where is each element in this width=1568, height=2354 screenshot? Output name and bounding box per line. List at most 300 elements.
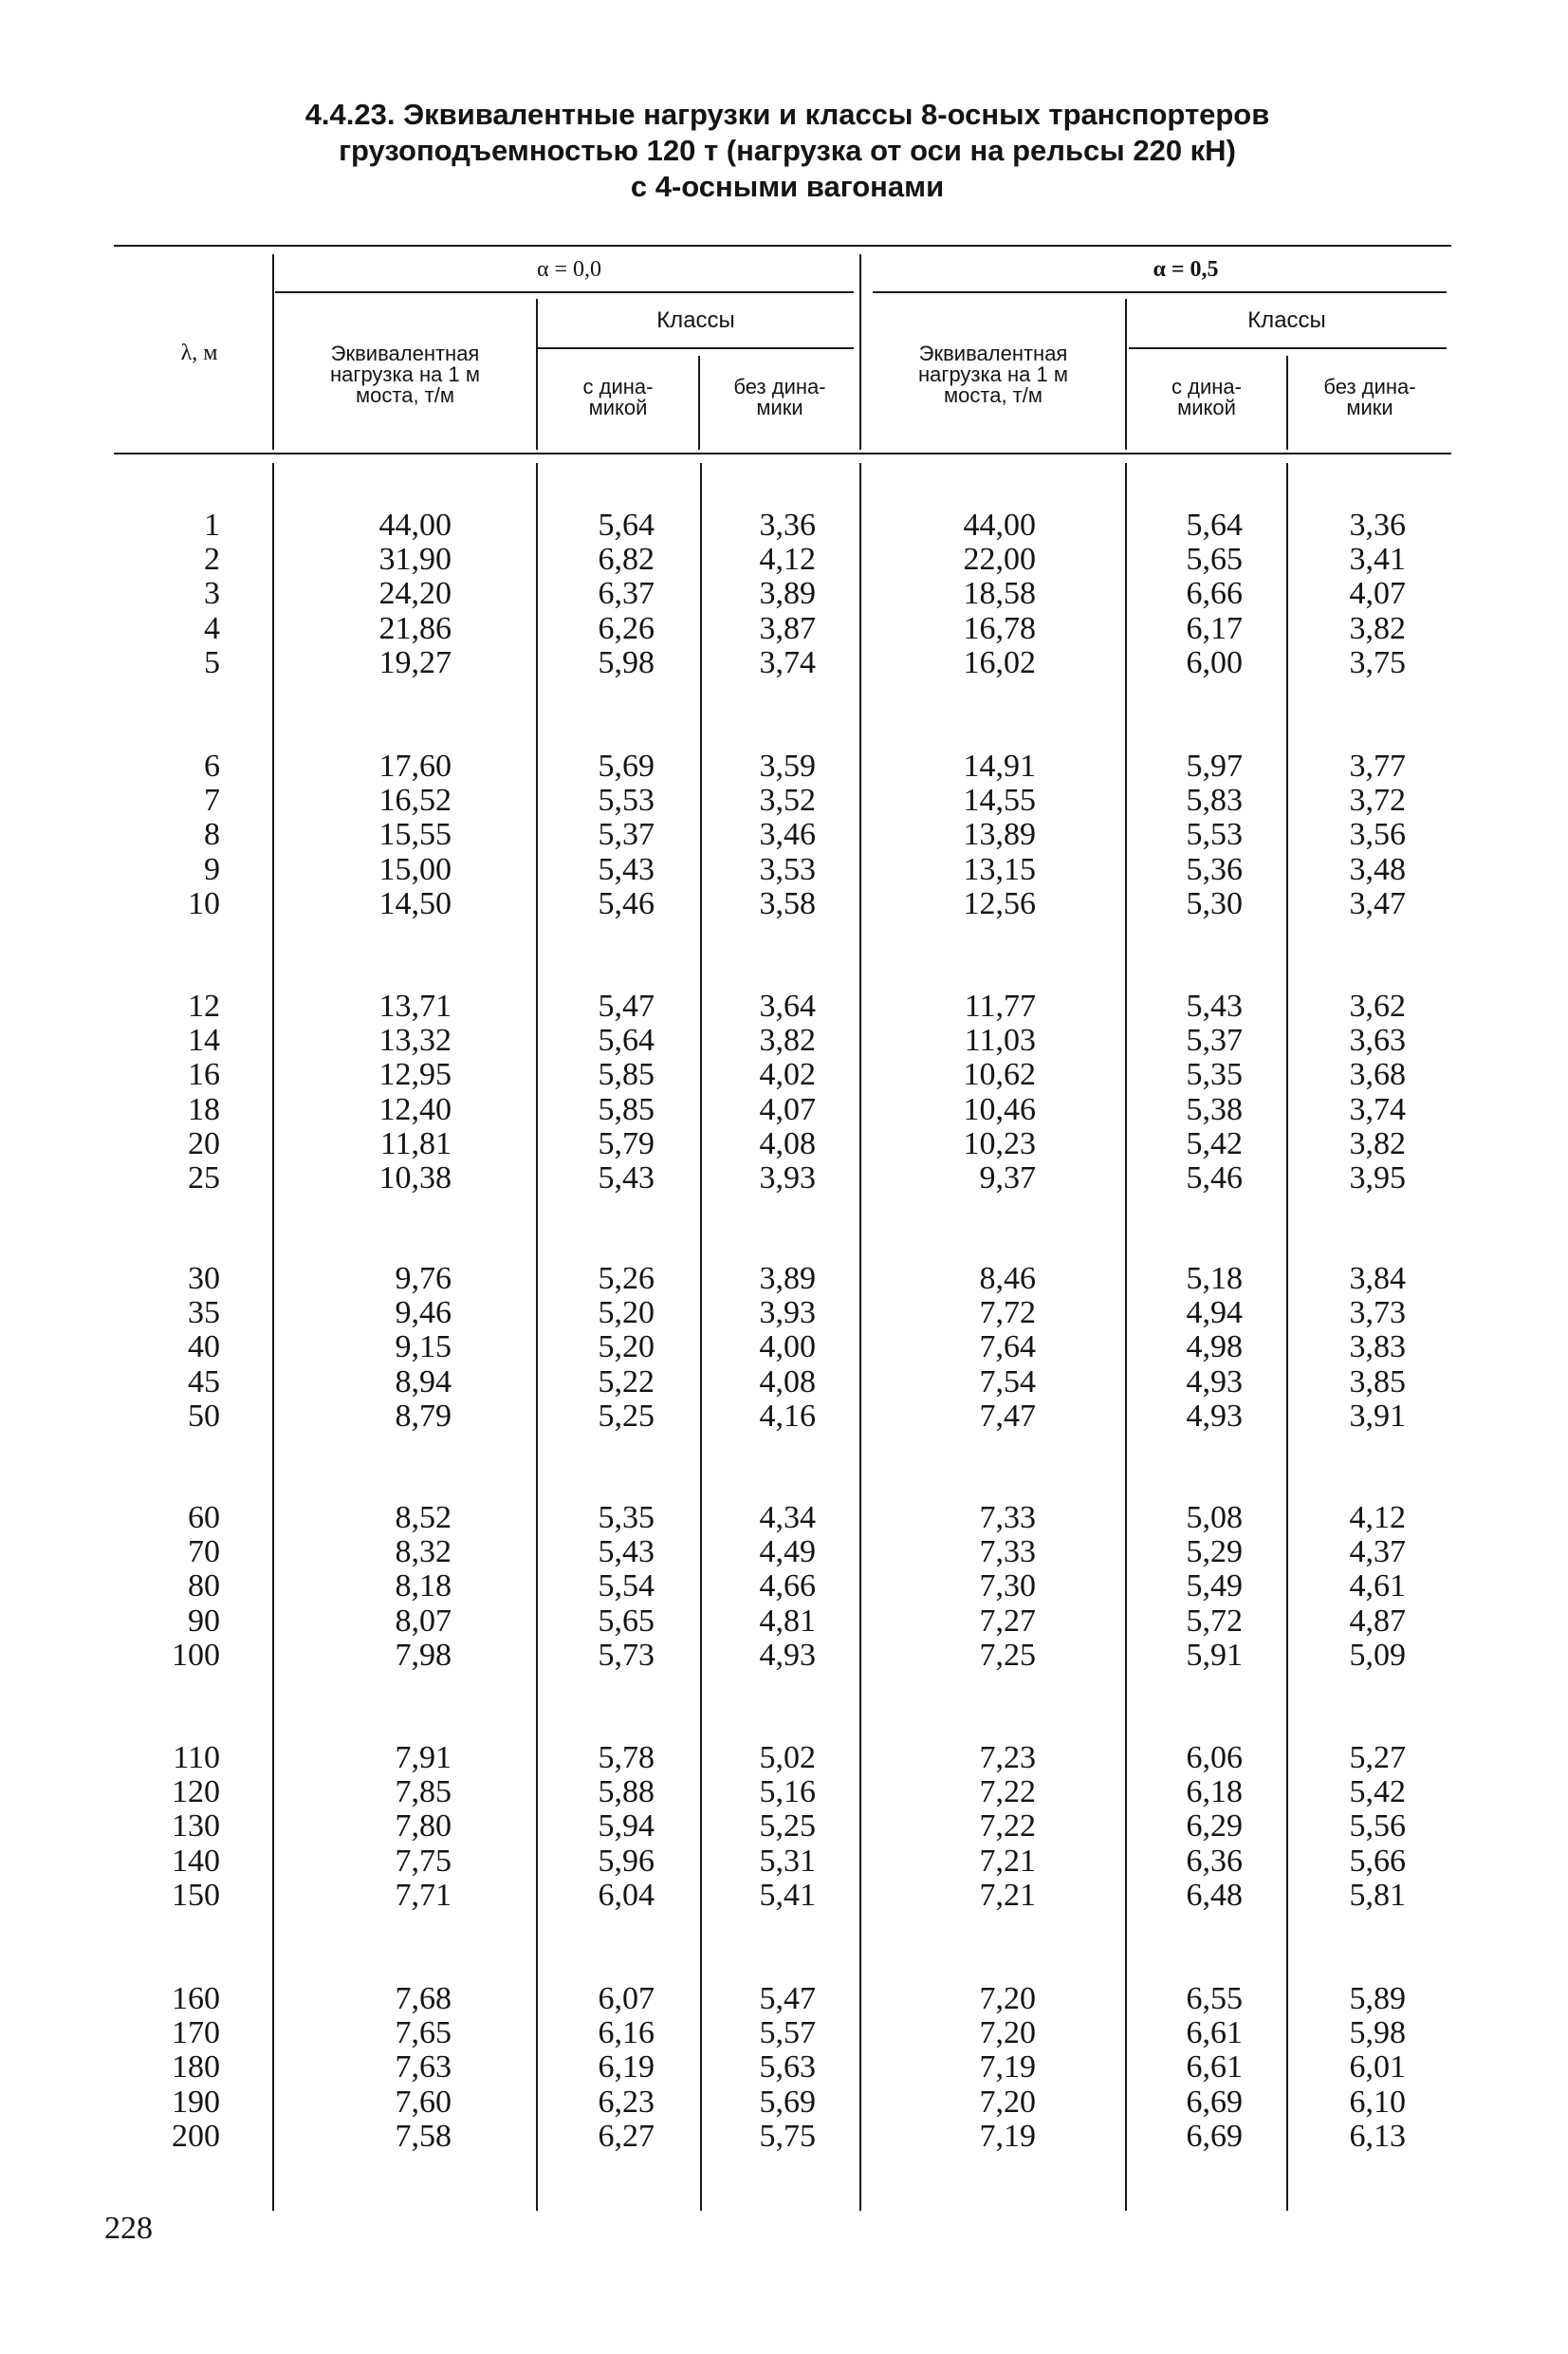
table-cell: 7,58 [395,2118,452,2154]
table-cell: 3,36 [1349,508,1406,543]
table-cell: 5,26 [598,1261,655,1296]
table-cell: 11,03 [964,1023,1036,1059]
table-cell: 24,20 [378,576,452,612]
table-cell: 3,68 [1349,1057,1406,1093]
table-cell: 16 [188,1057,220,1093]
table-cell: 50 [188,1398,220,1434]
table-cell: 6,00 [1186,644,1243,680]
table-cell: 7,64 [979,1329,1036,1365]
table-cell: 8,18 [395,1568,452,1604]
without-dynamics-header-left [700,377,859,418]
table-cell: 7,22 [979,1774,1036,1810]
table-cell: 8,94 [395,1363,452,1399]
header-line: микой [1177,396,1236,419]
table-cell: 5,96 [598,1843,655,1879]
table-cell: 5,85 [598,1057,655,1093]
table-cell: 6 [204,749,220,784]
table-cell: 5,46 [598,885,655,921]
table-cell: 5,37 [1186,1023,1243,1059]
table-cell: 5,31 [759,1843,816,1879]
table-cell: 5,38 [1186,1091,1243,1127]
table-cell: 5,63 [759,2049,816,2085]
table-cell: 4,12 [759,542,816,578]
table-cell: 5,27 [1349,1740,1406,1775]
table-cell: 7,23 [979,1740,1036,1775]
table-cell: 4,93 [1186,1398,1243,1434]
table-cell: 7,68 [395,1981,452,2016]
column-a0-dyn [503,509,655,680]
table-cell: 7,20 [979,2084,1036,2120]
table-cell: 44,00 [963,508,1036,543]
column-a5-nodyn [1254,1262,1406,1434]
table-cell: 5,98 [1349,2015,1406,2051]
table-cell: 5,37 [598,817,655,853]
table-cell: 3,59 [759,749,816,784]
column-lambda [68,990,220,1196]
table-cell: 80 [188,1568,220,1604]
table-cell: 5,42 [1349,1774,1406,1810]
table-cell: 4,16 [759,1398,816,1434]
table-cell: 4,00 [759,1329,816,1365]
table-cell: 3 [204,576,220,612]
column-a5-nodyn [1254,1741,1406,1913]
table-cell: 5,47 [759,1981,816,2016]
table-cell: 3,83 [1349,1329,1406,1365]
column-a5-dyn [1091,1501,1243,1673]
table-cell: 200 [172,2118,220,2154]
header-line: без дина- [733,375,826,399]
column-a0-load [300,1982,452,2154]
table-cell: 6,55 [1186,1981,1243,2016]
table-cell: 7,21 [979,1843,1036,1879]
table-cell: 6,61 [1186,2015,1243,2051]
table-cell: 6,27 [598,2118,655,2154]
classes-header-left: Классы [656,307,735,333]
table-cell: 3,82 [1349,1125,1406,1161]
alpha-rule-right [873,291,1447,293]
table-cell: 10,62 [963,1057,1036,1093]
table-cell: 3,93 [759,1295,816,1331]
table-cell: 6,26 [598,610,655,646]
table-cell: 7,19 [979,2118,1036,2154]
table-cell: 8,79 [395,1398,452,1434]
table-cell: 5,97 [1186,749,1243,784]
table-cell: 13,15 [963,851,1036,887]
table-cell: 5,43 [598,1159,655,1196]
table-cell: 5,91 [1186,1637,1243,1673]
table-cell: 9,15 [395,1329,452,1365]
header-line: мики [756,396,803,419]
table-cell: 7,60 [395,2084,452,2120]
table-cell: 7,22 [979,1808,1036,1844]
table-cell: 17,60 [378,749,452,784]
table-cell: 4,08 [759,1125,816,1161]
header-line: моста, т/м [944,383,1042,407]
column-a0-dyn [503,1501,655,1673]
table-cell: 5,64 [1186,508,1243,543]
classes-rule-right [1129,347,1447,349]
table-cell: 70 [188,1534,220,1570]
table-cell: 5,89 [1349,1981,1406,2016]
column-divider [859,463,861,2211]
table-cell: 7,65 [395,2015,452,2051]
with-dynamics-header-right [1127,377,1286,418]
header-bottom-rule [114,453,1451,454]
table-cell: 5,25 [598,1398,655,1434]
header-line: микой [588,396,648,419]
table-cell: 140 [172,1843,220,1879]
table-cell: 4,66 [759,1568,816,1604]
column-divider [272,463,274,2211]
column-lambda [68,1741,220,1913]
table-cell: 5,57 [759,2015,816,2051]
table-cell: 5,64 [598,508,655,543]
table-title [114,97,1461,205]
table-cell: 5,66 [1349,1843,1406,1879]
table-cell: 6,13 [1349,2118,1406,2154]
table-cell: 12 [188,989,220,1024]
column-a5-nodyn [1254,509,1406,680]
table-cell: 18,58 [963,576,1036,612]
column-a5-dyn [1091,1262,1243,1434]
table-cell: 7,72 [979,1295,1036,1331]
table-cell: 5,65 [598,1603,655,1639]
table-cell: 4,93 [1186,1363,1243,1399]
table-cell: 21,86 [378,610,452,646]
table-cell: 13,89 [963,817,1036,853]
table-cell: 3,74 [759,644,816,680]
alpha-zero-header: α = 0,0 [536,257,602,282]
table-cell: 5,53 [598,783,655,819]
table-cell: 100 [172,1637,220,1673]
table-cell: 5,02 [759,1740,816,1775]
table-cell: 4,49 [759,1534,816,1570]
page-number: 228 [104,2211,153,2246]
column-a0-nodyn [664,1741,816,1913]
table-cell: 7,20 [979,2015,1036,2051]
table-cell: 7,71 [395,1877,452,1913]
table-cell: 3,64 [759,989,816,1024]
column-a0-nodyn [664,1501,816,1673]
column-a0-nodyn [664,509,816,680]
table-cell: 3,58 [759,885,816,921]
table-cell: 9,46 [395,1295,452,1331]
table-cell: 7,25 [979,1637,1036,1673]
table-cell: 3,74 [1349,1091,1406,1127]
column-a0-dyn [503,750,655,921]
table-cell: 110 [173,1740,220,1775]
column-lambda [68,1501,220,1673]
table-cell: 4,87 [1349,1603,1406,1639]
table-cell: 4,37 [1349,1534,1406,1570]
table-cell: 3,84 [1349,1261,1406,1296]
title-line: 4.4.23. Эквивалентные нагрузки и классы 8-осных транспортеров [304,98,1270,131]
column-a0-nodyn [664,1982,816,2154]
table-cell: 10,23 [963,1125,1036,1161]
table-cell: 5,94 [598,1808,655,1844]
table-cell: 5,78 [598,1740,655,1775]
table-cell: 6,48 [1186,1877,1243,1913]
alpha-half-header: α = 0,5 [1153,257,1219,282]
table-cell: 19,27 [378,644,452,680]
column-a0-dyn [503,1262,655,1434]
table-cell: 5,42 [1186,1125,1243,1161]
table-cell: 6,37 [598,576,655,612]
table-cell: 5,18 [1186,1261,1243,1296]
table-cell: 7,80 [395,1808,452,1844]
table-cell: 3,73 [1349,1295,1406,1331]
table-cell: 7,33 [979,1534,1036,1570]
table-cell: 7,27 [979,1603,1036,1639]
table-cell: 6,36 [1186,1843,1243,1879]
table-cell: 3,95 [1349,1159,1406,1196]
table-cell: 6,01 [1349,2049,1406,2085]
table-cell: 5,53 [1186,817,1243,853]
table-cell: 13,32 [378,1023,452,1059]
column-a5-nodyn [1254,1982,1406,2154]
table-cell: 8,46 [979,1261,1036,1296]
table-cell: 3,85 [1349,1363,1406,1399]
table-cell: 6,18 [1186,1774,1243,1810]
column-a5-load [884,1262,1036,1434]
table-cell: 6,19 [598,2049,655,2085]
column-a5-nodyn [1254,1501,1406,1673]
table-cell: 11,77 [964,989,1036,1024]
table-cell: 90 [188,1603,220,1639]
table-cell: 6,16 [598,2015,655,2051]
table-cell: 5,35 [1186,1057,1243,1093]
header-line: с дина- [1171,375,1242,399]
table-cell: 16,02 [963,644,1036,680]
column-a0-dyn [503,1982,655,2154]
table-cell: 5,79 [598,1125,655,1161]
table-cell: 25 [188,1159,220,1196]
table-cell: 9,76 [395,1261,452,1296]
table-cell: 5,20 [598,1329,655,1365]
table-cell: 10,38 [378,1159,452,1196]
table-cell: 3,87 [759,610,816,646]
table-cell: 5,30 [1186,885,1243,921]
table-cell: 5,20 [598,1295,655,1331]
table-cell: 160 [172,1981,220,2016]
column-a5-dyn [1091,990,1243,1196]
column-a5-load [884,1982,1036,2154]
column-lambda [68,1262,220,1434]
table-cell: 3,56 [1349,817,1406,853]
header-line: без дина- [1323,375,1416,399]
table-cell: 5,65 [1186,542,1243,578]
table-cell: 5,98 [598,644,655,680]
column-a5-dyn [1091,750,1243,921]
table-cell: 4,81 [759,1603,816,1639]
lambda-header: λ, м [180,341,218,365]
table-cell: 3,72 [1349,783,1406,819]
table-cell: 5,83 [1186,783,1243,819]
table-cell: 120 [172,1774,220,1810]
column-lambda [68,509,220,680]
table-cell: 7,98 [395,1637,452,1673]
table-cell: 3,36 [759,508,816,543]
table-cell: 6,29 [1186,1808,1243,1844]
table-cell: 7,91 [395,1740,452,1775]
table-cell: 3,89 [759,576,816,612]
column-a0-nodyn [664,990,816,1196]
table-cell: 18 [188,1091,220,1127]
table-cell: 5,69 [759,2084,816,2120]
table-cell: 170 [172,2015,220,2051]
table-cell: 4,34 [759,1500,816,1535]
table-cell: 130 [172,1808,220,1844]
table-cell: 5,22 [598,1363,655,1399]
table-cell: 4,07 [759,1091,816,1127]
table-cell: 15,55 [378,817,452,853]
table-cell: 4,61 [1349,1568,1406,1604]
header-line: нагрузка на 1 м [330,362,480,386]
table-cell: 3,91 [1349,1398,1406,1434]
title-line: с 4-осными вагонами [630,170,945,203]
column-a0-load [300,1262,452,1434]
table-cell: 10,46 [963,1091,1036,1127]
table-cell: 5,08 [1186,1500,1243,1535]
table-cell: 8,32 [395,1534,452,1570]
table-cell: 190 [172,2084,220,2120]
table-cell: 5,25 [759,1808,816,1844]
table-cell: 3,75 [1349,644,1406,680]
table-cell: 5,56 [1349,1808,1406,1844]
column-a5-load [884,990,1036,1196]
table-cell: 5,43 [598,1534,655,1570]
table-cell: 3,82 [1349,610,1406,646]
table-cell: 5,73 [598,1637,655,1673]
table-cell: 8 [204,817,220,853]
table-cell: 7,63 [395,2049,452,2085]
table-cell: 11,81 [379,1125,452,1161]
table-cell: 3,52 [759,783,816,819]
column-divider [859,254,861,450]
title-line: грузоподъемностью 120 т (нагрузка от оси на рельсы 220 кН) [339,134,1236,167]
table-cell: 3,77 [1349,749,1406,784]
table-cell: 3,89 [759,1261,816,1296]
table-cell: 6,10 [1349,2084,1406,2120]
column-a0-dyn [503,990,655,1196]
classes-header-right: Классы [1247,307,1326,333]
column-a0-load [300,1741,452,1913]
table-cell: 150 [172,1877,220,1913]
column-a0-dyn [503,1741,655,1913]
table-cell: 6,17 [1186,610,1243,646]
table-cell: 7,19 [979,2049,1036,2085]
table-cell: 3,93 [759,1159,816,1196]
column-a5-dyn [1091,509,1243,680]
table-cell: 9,37 [979,1159,1036,1196]
column-a0-load [300,1501,452,1673]
table-cell: 30 [188,1261,220,1296]
table-cell: 60 [188,1500,220,1535]
table-cell: 10 [188,885,220,921]
table-cell: 7,85 [395,1774,452,1810]
table-cell: 20 [188,1125,220,1161]
column-a5-nodyn [1254,990,1406,1196]
table-cell: 5,09 [1349,1637,1406,1673]
header-line: с дина- [582,375,654,399]
table-cell: 7,54 [979,1363,1036,1399]
table-cell: 44,00 [378,508,452,543]
table-cell: 4,07 [1349,576,1406,612]
table-cell: 5,72 [1186,1603,1243,1639]
table-cell: 40 [188,1329,220,1365]
table-cell: 3,62 [1349,989,1406,1024]
table-cell: 12,40 [378,1091,452,1127]
table-cell: 5,43 [1186,989,1243,1024]
table-cell: 7,30 [979,1568,1036,1604]
column-a5-load [884,1501,1036,1673]
table-cell: 5,88 [598,1774,655,1810]
alpha-rule-left [275,291,854,293]
table-cell: 3,63 [1349,1023,1406,1059]
table-cell: 4 [204,610,220,646]
table-cell: 1 [204,508,220,543]
column-a0-load [300,750,452,921]
table-cell: 5,81 [1349,1877,1406,1913]
classes-rule-left [538,347,854,349]
table-cell: 5,16 [759,1774,816,1810]
table-cell: 4,93 [759,1637,816,1673]
equiv-load-header-left [277,343,533,406]
table-cell: 12,56 [963,885,1036,921]
table-cell: 6,69 [1186,2118,1243,2154]
table-cell: 5,35 [598,1500,655,1535]
table-cell: 6,23 [598,2084,655,2120]
table-cell: 5,49 [1186,1568,1243,1604]
column-a5-dyn [1091,1741,1243,1913]
equiv-load-header-right [864,343,1122,406]
table-cell: 9 [204,851,220,887]
table-cell: 6,69 [1186,2084,1243,2120]
table-cell: 5,64 [598,1023,655,1059]
column-a5-dyn [1091,1982,1243,2154]
table-cell: 5,85 [598,1091,655,1127]
column-lambda [68,750,220,921]
table-cell: 6,82 [598,542,655,578]
column-lambda [68,1982,220,2154]
without-dynamics-header-right [1288,377,1451,418]
table-cell: 3,41 [1349,542,1406,578]
header-line: моста, т/м [356,383,454,407]
table-cell: 5,36 [1186,851,1243,887]
table-cell: 4,12 [1349,1500,1406,1535]
table-cell: 16,52 [378,783,452,819]
table-cell: 15,00 [378,851,452,887]
table-cell: 5,75 [759,2118,816,2154]
table-cell: 3,53 [759,851,816,887]
table-cell: 14,50 [378,885,452,921]
table-cell: 3,47 [1349,885,1406,921]
table-cell: 14 [188,1023,220,1059]
table-cell: 6,04 [598,1877,655,1913]
table-cell: 4,94 [1186,1295,1243,1331]
table-cell: 3,48 [1349,851,1406,887]
table-cell: 4,98 [1186,1329,1243,1365]
table-cell: 7,75 [395,1843,452,1879]
table-cell: 2 [204,542,220,578]
table-cell: 7,20 [979,1981,1036,2016]
table-cell: 5,46 [1186,1159,1243,1196]
table-cell: 4,08 [759,1363,816,1399]
table-cell: 8,07 [395,1603,452,1639]
table-cell: 31,90 [378,542,452,578]
table-cell: 5,47 [598,989,655,1024]
column-a0-nodyn [664,1262,816,1434]
